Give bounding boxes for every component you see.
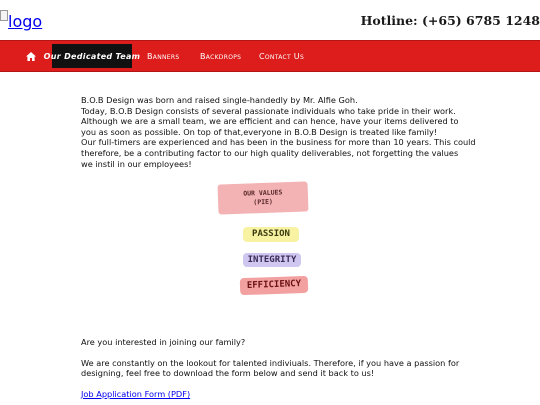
careers-section <box>81 337 481 399</box>
hotline-text: Hotline: (+65) 6785 1248 <box>360 13 540 28</box>
intro-line: Although we are a small team, we are efficient and can hence, have your items delivered to <box>81 116 459 127</box>
our-values-title: OUR VALUES <box>243 188 283 198</box>
intro-text <box>81 95 481 169</box>
job-application-form-link[interactable]: Job Application Form (PDF) <box>81 388 191 399</box>
values-image <box>210 180 330 305</box>
broken-image-icon <box>0 10 8 21</box>
our-values-subtitle: (PIE) <box>253 197 274 207</box>
nav-item-our-dedicated-team[interactable]: Our Dedicated Team <box>52 44 132 68</box>
nav-item-backdrops[interactable]: Backdrops <box>200 51 242 61</box>
nav-item-banners[interactable]: Banners <box>147 51 180 61</box>
intro-line: B.O.B Design was born and raised single-handedly by Mr. Alfie Goh. <box>81 95 358 105</box>
nav-item-contact-us[interactable]: Contact Us <box>259 51 305 61</box>
intro-line: you as soon as possible. On top of that,everyone in B.O.B Design is treated like family! <box>81 126 438 137</box>
site-header <box>0 0 540 40</box>
value-integrity: INTEGRITY <box>243 253 301 267</box>
logo-link[interactable] <box>0 12 42 31</box>
logo-alt-text: logo <box>8 12 43 31</box>
intro-line: we instil in our employees! <box>81 158 192 169</box>
intro-line: Our full-timers are experienced and has been in the business for more than 10 years. This could <box>81 137 476 148</box>
careers-pitch: We are constantly on the lookout for talented indiviuals. Therefore, if you have a passion for designing, feel free to download the form below and send it back to us! <box>81 357 460 379</box>
main-nav <box>0 40 540 72</box>
careers-question: Are you interested in joining our family? <box>81 337 246 347</box>
intro-line: therefore, be a contributing factor to our high quality deliverables, not forgetting the values <box>81 147 459 158</box>
our-values-heading <box>218 181 309 214</box>
value-efficiency: EFFICIENCY <box>240 276 309 295</box>
value-passion: PASSION <box>243 227 299 242</box>
nav-home[interactable] <box>24 41 38 71</box>
intro-line: Today, B.O.B Design consists of several passionate individuals who take pride in their work. <box>81 105 456 116</box>
home-icon <box>26 52 36 61</box>
